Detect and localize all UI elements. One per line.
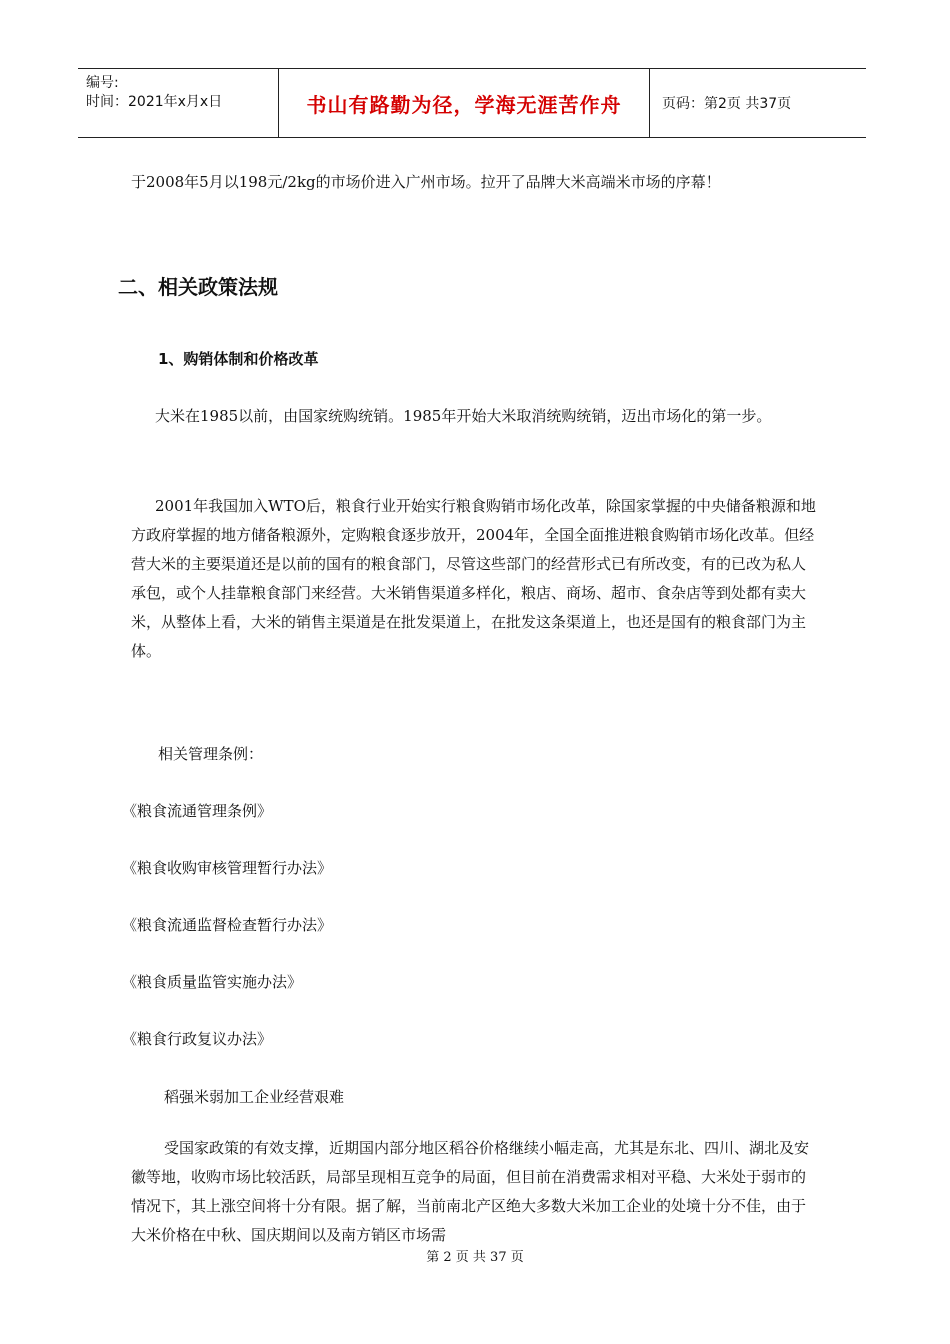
regulation-item: 《粮食流通管理条例》: [122, 802, 273, 820]
paragraph-3: 受国家政策的有效支撑，近期国内部分地区稻谷价格继续小幅走高，尤其是东北、四川、湖北及安徽等地，收购市场比较活跃，局部呈现相互竞争的局面，但目前在消费需求相对平稳、大米处于弱市的情况下，其上涨空间将十分有限。据了解，当前南北产区绝大多数大米加工企业的处境十分不佳，由于大米价格在中秋、国庆期间以及南方销区市场需: [131, 1139, 810, 1244]
intro-line: 于2008年5月以198元/2kg的市场价进入广州市场。拉开了品牌大米高端米市场的序幕！: [131, 173, 721, 191]
header-page-counter: 页码：第2页 共37页: [662, 96, 792, 112]
document-number-label: 编号:: [86, 75, 119, 91]
section-heading: 二、相关政策法规: [118, 275, 278, 299]
regulation-item: 《粮食行政复议办法》: [122, 1030, 273, 1048]
header-info-cell: [78, 69, 279, 137]
subsection-heading: 1、购销体制和价格改革: [158, 350, 319, 368]
document-date: 时间：2021年x月x日: [86, 94, 223, 110]
page-footer: 第 2 页 共 37 页: [426, 1250, 524, 1265]
header-motto: 书山有路勤为径，学海无涯苦作舟: [306, 92, 622, 117]
subtopic-heading: 稻强米弱加工企业经营艰难: [164, 1088, 345, 1106]
document-header: [78, 68, 866, 138]
regulation-item: 《粮食流通监督检查暂行办法》: [122, 916, 333, 934]
paragraph-2: 2001年我国加入WTO后，粮食行业开始实行粮食购销市场化改革，除国家掌握的中央储备粮源和地方政府掌握的地方储备粮源外，定购粮食逐步放开，2004年，全国全面推进粮食购销市场化改革。但经营大米的主要渠道还是以前的国有的粮食部门，尽管这些部门的经营形式已有所改变，有的已改为私人承包，或个人挂靠粮食部门来经营。大米销售渠道多样化，粮店、商场、超市、食杂店等到处都有卖大米，从整体上看，大米的销售主渠道是在批发渠道上，在批发这条渠道上，也还是国有的粮食部门为主体。: [131, 497, 816, 660]
header-page-cell: [650, 69, 866, 137]
regulations-label: 相关管理条例：: [158, 745, 264, 763]
header-motto-cell: [279, 69, 650, 137]
paragraph-1: 大米在1985以前，由国家统购统销。1985年开始大米取消统购统销，迈出市场化的第一步。: [155, 407, 772, 425]
regulation-item: 《粮食质量监管实施办法》: [122, 973, 303, 991]
regulation-item: 《粮食收购审核管理暂行办法》: [122, 859, 333, 877]
